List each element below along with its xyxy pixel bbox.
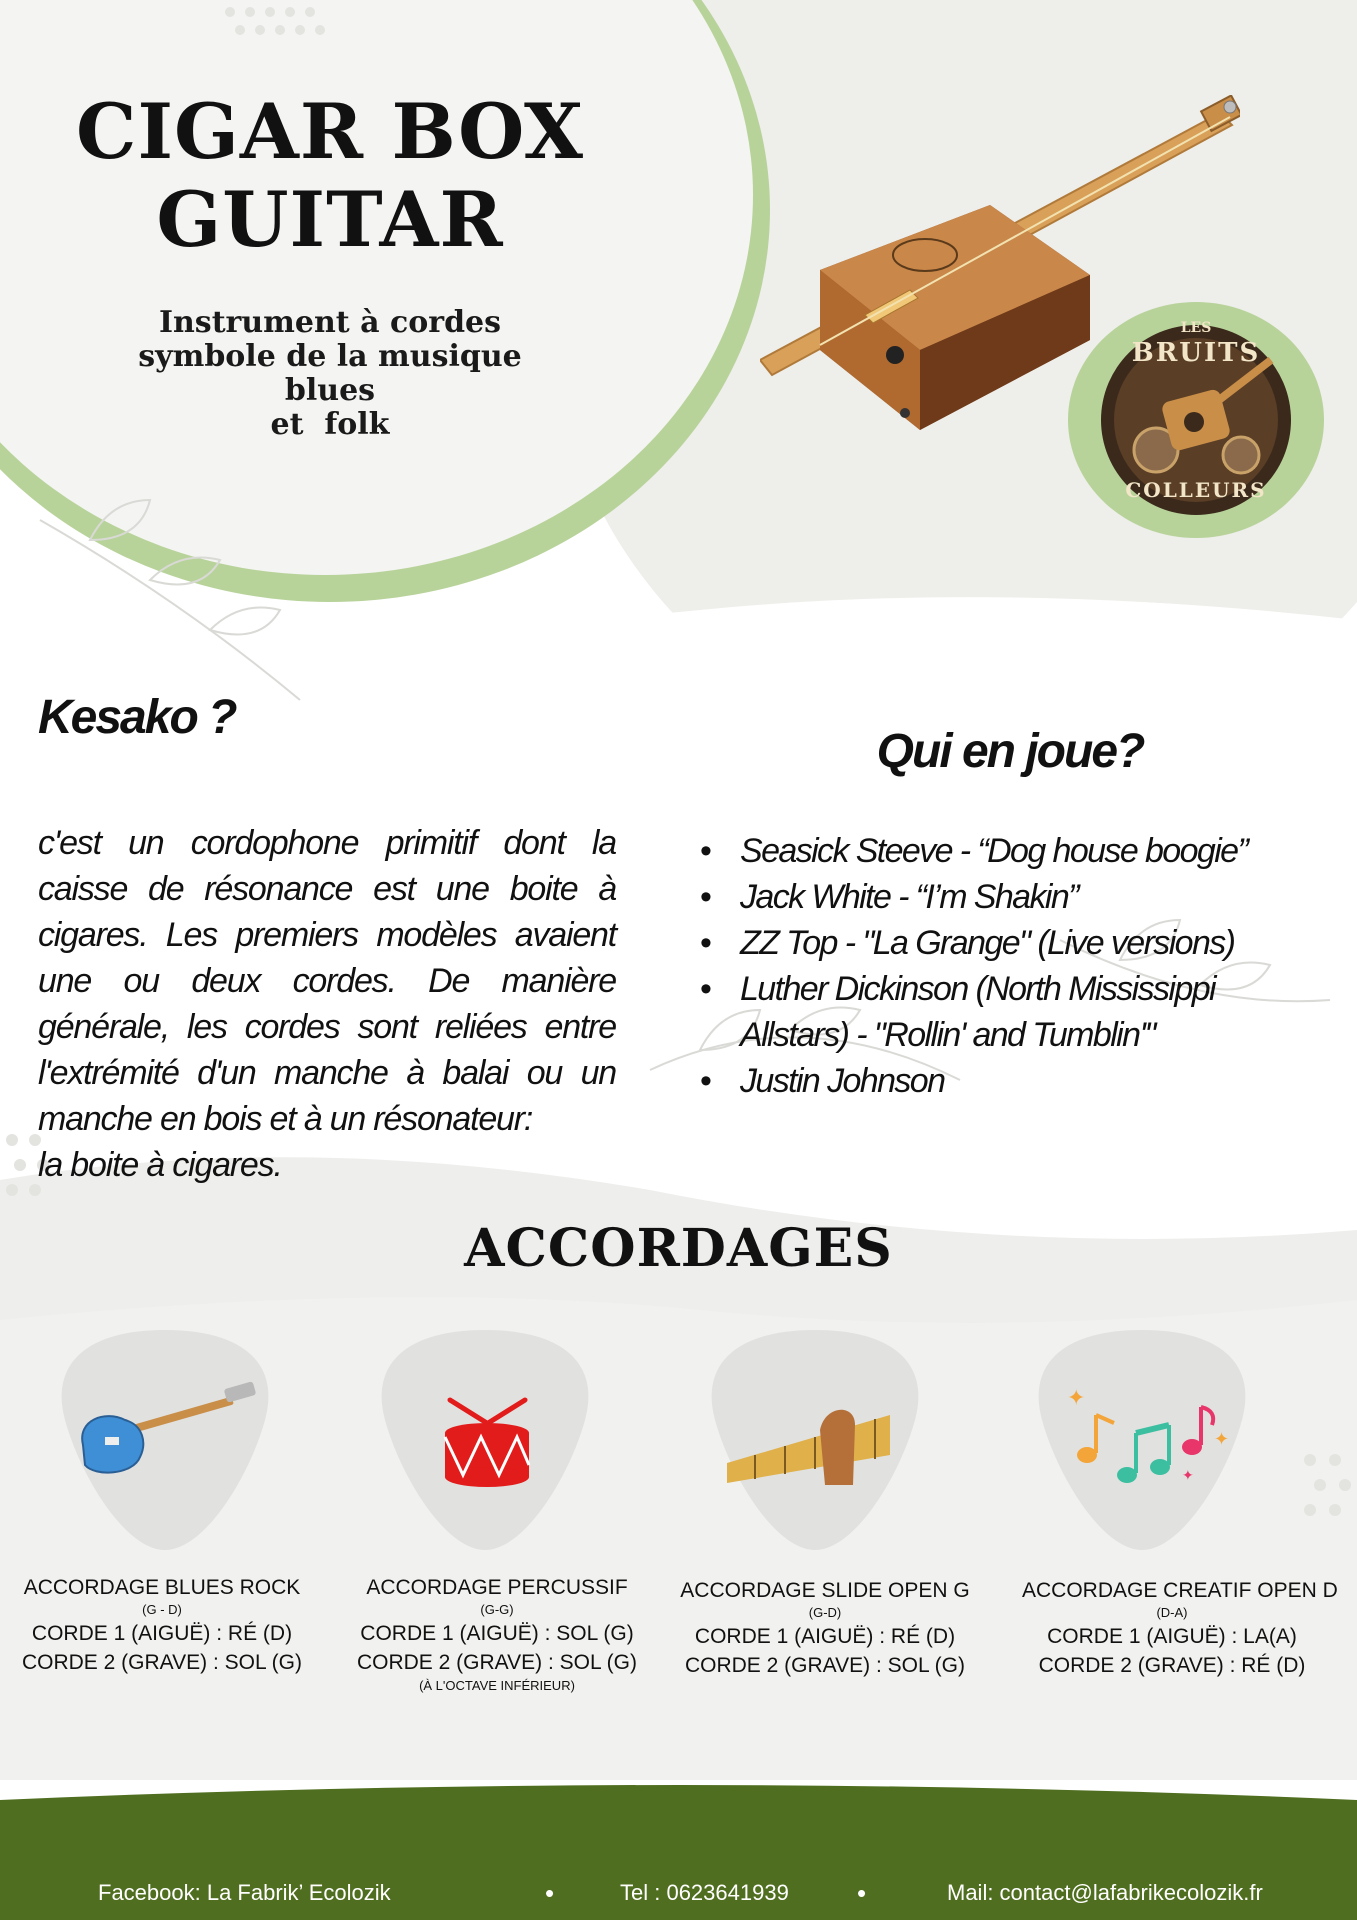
svg-text:✦: ✦ — [1182, 1467, 1194, 1483]
tuning-creatif-open-d — [1022, 1578, 1338, 1680]
guitar-pick-notes — [1032, 1325, 1252, 1555]
tuning-corde-1: CORDE 1 (AIGUË) : RÉ (D) — [694, 1625, 956, 1648]
players-heading: Qui en joue? — [876, 725, 1144, 778]
tuning-slide-open-g — [675, 1578, 975, 1680]
tuning-percussif — [347, 1575, 647, 1695]
footer — [0, 1800, 1357, 1920]
logo-text-main: BRUITS — [1131, 338, 1261, 368]
kesako-line: l'extrémité d'un manche à balai ou un — [38, 1054, 616, 1092]
kesako-line: une ou deux cordes. De manière — [38, 962, 616, 1000]
kesako-line: manche en bois et à un résonateur: — [38, 1100, 533, 1138]
tuning-blues-rock — [12, 1575, 312, 1677]
kesako-line: générale, les cordes sont reliées entre — [38, 1008, 616, 1046]
accordages-heading: ACCORDAGES — [464, 1218, 893, 1279]
svg-text:✦: ✦ — [1214, 1429, 1230, 1449]
list-item: • Seasick Steeve - “Dog house boogie” — [700, 828, 1350, 874]
title-line-1: CIGAR BOX — [75, 87, 584, 176]
tuning-corde-2: CORDE 2 (GRAVE) : RÉ (D) — [1038, 1654, 1306, 1677]
tuning-notes: (G - D) — [142, 1602, 182, 1617]
tuning-corde-2: CORDE 2 (GRAVE) : SOL (G) — [21, 1651, 303, 1674]
bruits-colleurs-logo — [1066, 300, 1326, 540]
list-item: • ZZ Top - "La Grange" (Live versions) — [700, 920, 1350, 966]
kesako-line: c'est un cordophone primitif dont la — [38, 824, 616, 862]
logo-text-top: LES — [1180, 320, 1212, 336]
tuning-title: ACCORDAGE SLIDE OPEN G — [680, 1579, 970, 1602]
tuning-corde-2: CORDE 2 (GRAVE) : SOL (G) — [684, 1654, 966, 1677]
logo-text-bottom: COLLEURS — [1125, 478, 1267, 502]
tuning-title: ACCORDAGE CREATIF OPEN D — [1022, 1579, 1338, 1602]
tuning-notes: (D-A) — [1156, 1605, 1188, 1620]
players-list — [700, 828, 1350, 1104]
kesako-heading: Kesako ? — [38, 691, 236, 744]
kesako-paragraph — [38, 820, 616, 1188]
title-line-2: GUITAR — [156, 175, 504, 264]
footer-separator: • — [545, 1878, 555, 1908]
tuning-extra: (À L'OCTAVE INFÉRIEUR) — [419, 1678, 575, 1693]
tuning-corde-2: CORDE 2 (GRAVE) : SOL (G) — [356, 1651, 638, 1674]
list-item: • Luther Dickinson (North Mississippi Allstars) - "Rollin' and Tumblin'" — [700, 966, 1280, 1058]
kesako-line: cigares. Les premiers modèles avaient — [38, 916, 616, 954]
list-item: • Jack White - “I’m Shakin” — [700, 874, 1350, 920]
tuning-corde-1: CORDE 1 (AIGUË) : SOL (G) — [360, 1622, 634, 1645]
footer-mail[interactable]: Mail: contact@lafabrikecolozik.fr — [947, 1880, 1263, 1905]
footer-facebook[interactable]: Facebook: La Fabrik’ Ecolozik — [98, 1880, 391, 1905]
tuning-notes: (G-G) — [480, 1602, 514, 1617]
page-title — [60, 88, 600, 264]
svg-text:✦: ✦ — [1067, 1385, 1086, 1410]
footer-tel[interactable]: Tel : 0623641939 — [620, 1880, 789, 1905]
kesako-line: caisse de résonance est une boite à — [38, 870, 616, 908]
subtitle-line-2: symbole de la musique blues — [138, 339, 522, 408]
tuning-notes: (G-D) — [808, 1605, 842, 1620]
guitar-pick-slide — [705, 1325, 925, 1555]
kesako-line: la boite à cigares. — [38, 1146, 282, 1184]
guitar-pick-drum — [375, 1325, 595, 1555]
subtitle — [100, 306, 560, 442]
subtitle-line-3: et folk — [270, 407, 390, 442]
tuning-corde-1: CORDE 1 (AIGUË) : RÉ (D) — [31, 1622, 293, 1645]
tuning-title: ACCORDAGE BLUES ROCK — [23, 1576, 301, 1599]
subtitle-line-1: Instrument à cordes — [158, 305, 502, 340]
logo-badge — [1066, 300, 1326, 540]
tuning-corde-1: CORDE 1 (AIGUË) : LA(A) — [1047, 1625, 1297, 1648]
footer-separator: • — [857, 1878, 867, 1908]
list-item: • Justin Johnson — [700, 1058, 1350, 1104]
guitar-pick-bass — [55, 1325, 275, 1555]
tuning-title: ACCORDAGE PERCUSSIF — [366, 1576, 628, 1599]
